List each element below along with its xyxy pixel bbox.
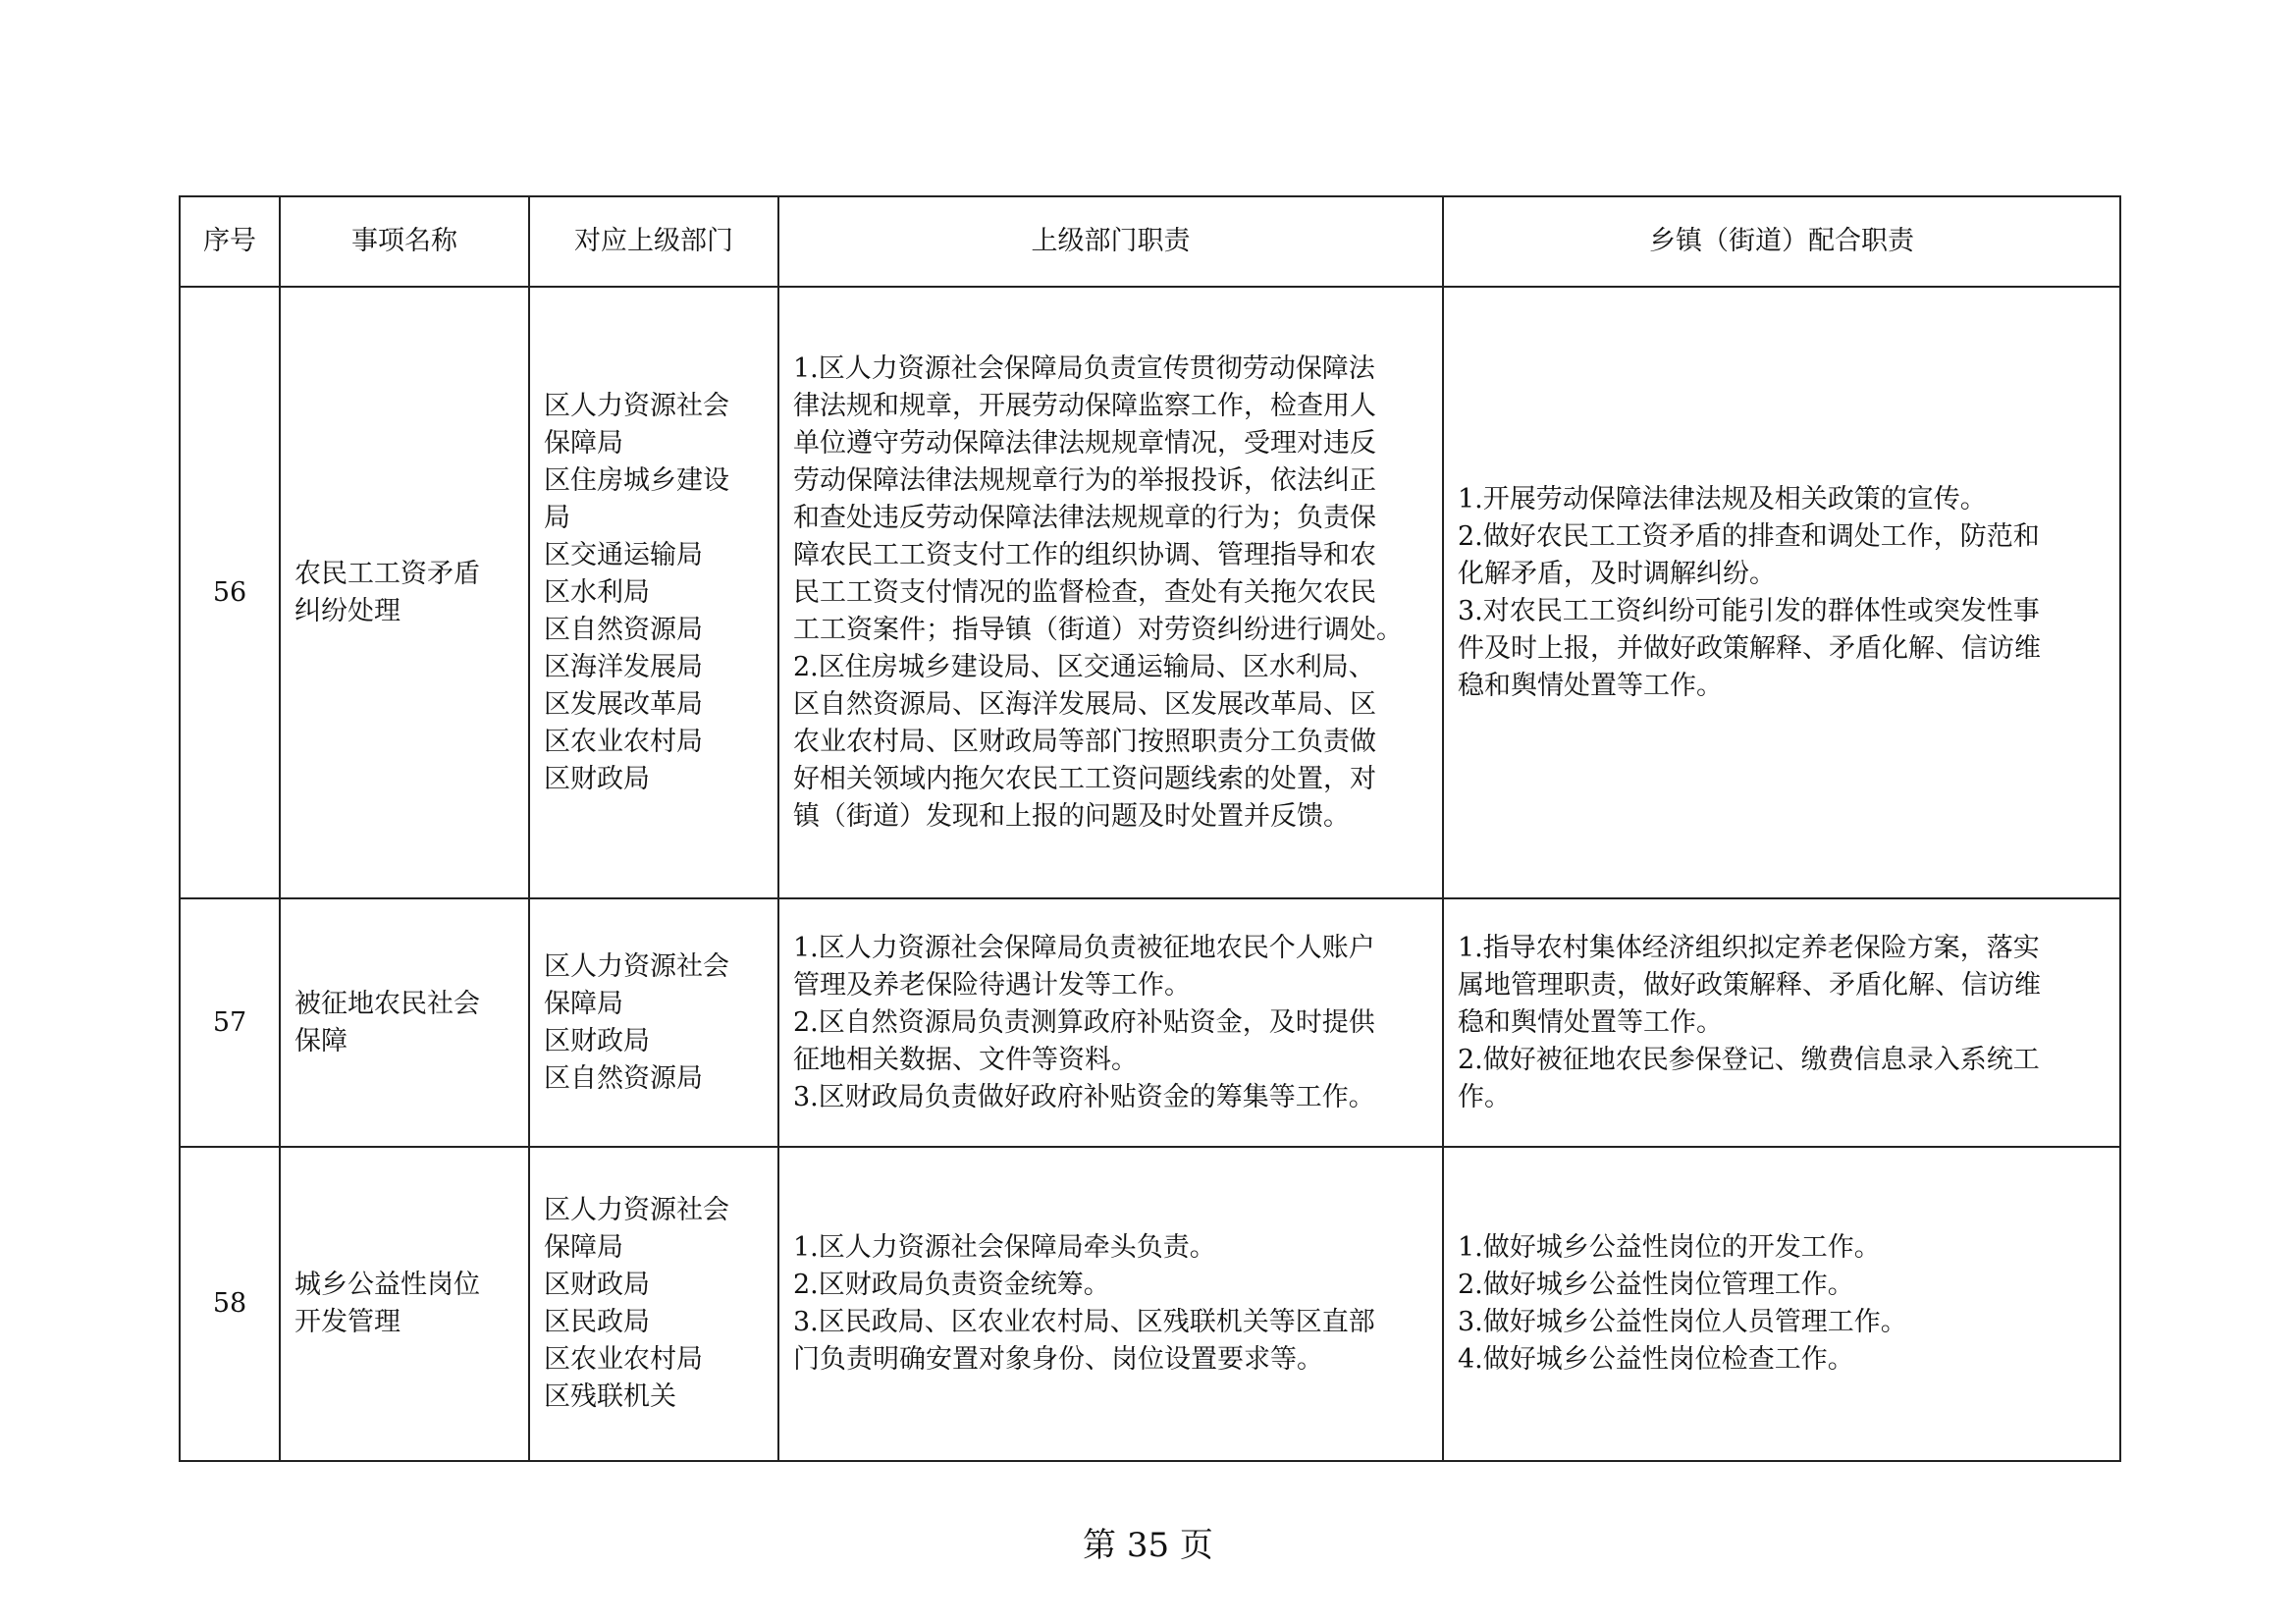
text-line: 农业农村局、区财政局等部门按照职责分工负责做 [793,726,1376,757]
header-town-duty: 乡镇（街道）配合职责 [1443,196,2120,287]
text-line: 保障局 [544,1232,623,1263]
row-superior-duty [778,1147,1443,1461]
text-line: 区人力资源社会 [544,1195,729,1225]
text-line: 2.区自然资源局负责测算政府补贴资金，及时提供 [793,1006,1375,1038]
text-line: 区水利局 [544,576,650,608]
text-line: 区人力资源社会 [544,390,729,421]
text-line: 镇（街道）发现和上报的问题及时处置并反馈。 [793,800,1350,832]
text-line: 3.对农民工工资纠纷可能引发的群体性或突发性事 [1458,595,2040,626]
row-serial-number: 57 [180,898,280,1147]
text-line: 征地相关数据、文件等资料。 [793,1044,1138,1075]
text-line: 属地管理职责，做好政策解释、矛盾化解、信访维 [1458,969,2041,1001]
text-line: 好相关领域内拖欠农民工工资问题线索的处置，对 [793,763,1376,794]
text-line: 管理及养老保险待遇计发等工作。 [793,969,1191,1001]
text-line: 区发展改革局 [544,688,703,720]
text-line: 区人力资源社会 [544,950,729,982]
text-line: 区海洋发展局 [544,651,703,682]
text-line: 民工工资支付情况的监督检查，查处有关拖欠农民 [793,576,1376,608]
text-line: 单位遵守劳动保障法律法规规章情况，受理对违反 [793,427,1376,459]
row-superior-dept [529,1147,778,1461]
text-line: 开发管理 [294,1307,400,1337]
text-line: 区农业农村局 [544,726,703,757]
row-superior-duty [778,898,1443,1147]
table-header [180,196,2120,287]
text-line: 件及时上报，并做好政策解释、矛盾化解、信访维 [1458,632,2041,664]
text-line: 2.区财政局负责资金统筹。 [793,1270,1110,1300]
text-line: 3.区财政局负责做好政府补贴资金的筹集等工作。 [793,1081,1375,1112]
text-line: 1.区人力资源社会保障局负责宣传贯彻劳动保障法 [793,352,1375,384]
header-item-name: 事项名称 [280,196,529,287]
text-line: 区住房城乡建设 [544,464,729,496]
text-line: 区自然资源局 [544,614,703,645]
header-row [180,196,2120,287]
text-line: 区自然资源局、区海洋发展局、区发展改革局、区 [793,688,1376,720]
text-line: 化解矛盾，及时调解纠纷。 [1458,558,1776,589]
row-item-name [280,1147,529,1461]
text-line: 2.做好被征地农民参保登记、缴费信息录入系统工 [1458,1044,2040,1075]
page-number: 第 35 页 [1083,1526,1213,1565]
row-item-name [280,287,529,898]
text-line: 区农业农村局 [544,1344,703,1375]
text-line: 保障局 [544,988,623,1019]
text-line: 1.做好城乡公益性岗位的开发工作。 [1458,1232,1881,1263]
text-line: 区自然资源局 [544,1062,703,1094]
row-serial-number: 56 [180,287,280,898]
duty-table [179,195,2121,1462]
row-town-duty [1443,287,2120,898]
text-line: 门负责明确安置对象身份、岗位设置要求等。 [793,1344,1323,1375]
text-line: 被征地农民社会 [294,988,480,1019]
text-line: 3.做好城乡公益性岗位人员管理工作。 [1458,1307,1907,1337]
text-line: 区民政局 [544,1307,650,1337]
text-line: 律法规和规章，开展劳动保障监察工作，检查用人 [793,390,1376,421]
text-line: 局 [544,502,570,533]
table-row [180,898,2120,1147]
row-superior-duty [778,287,1443,898]
text-line: 工工资案件；指导镇（街道）对劳资纠纷进行调处。 [793,614,1403,645]
text-line: 区财政局 [544,1025,650,1056]
header-superior-dept: 对应上级部门 [529,196,778,287]
text-line: 纠纷处理 [294,595,400,626]
text-line: 2.做好城乡公益性岗位管理工作。 [1458,1270,1854,1300]
table-row [180,1147,2120,1461]
text-line: 保障局 [544,427,623,459]
text-line: 农民工工资矛盾 [294,558,480,589]
text-line: 城乡公益性岗位 [294,1270,480,1300]
text-line: 1.区人力资源社会保障局负责被征地农民个人账户 [793,932,1375,963]
text-line: 区交通运输局 [544,539,703,570]
text-line: 1.指导农村集体经济组织拟定养老保险方案，落实 [1458,932,2040,963]
text-line: 2.区住房城乡建设局、区交通运输局、区水利局、 [793,651,1375,682]
text-line: 障农民工工资支付工作的组织协调、管理指导和农 [793,539,1376,570]
text-line: 区财政局 [544,1270,650,1300]
row-town-duty [1443,1147,2120,1461]
row-superior-dept [529,898,778,1147]
row-serial-number: 58 [180,1147,280,1461]
text-line: 1.开展劳动保障法律法规及相关政策的宣传。 [1458,483,1987,514]
text-line: 稳和舆情处置等工作。 [1458,670,1723,701]
text-line: 和查处违反劳动保障法律法规规章的行为；负责保 [793,502,1376,533]
table-body [180,287,2120,1461]
text-line: 稳和舆情处置等工作。 [1458,1006,1723,1038]
text-line: 1.区人力资源社会保障局牵头负责。 [793,1232,1216,1263]
text-line: 区残联机关 [544,1381,676,1412]
text-line: 4.做好城乡公益性岗位检查工作。 [1458,1344,1854,1375]
text-line: 3.区民政局、区农业农村局、区残联机关等区直部 [793,1307,1375,1337]
header-serial-number: 序号 [180,196,280,287]
text-line: 区财政局 [544,763,650,794]
row-town-duty [1443,898,2120,1147]
row-item-name [280,898,529,1147]
text-line: 劳动保障法律法规规章行为的举报投诉，依法纠正 [793,464,1376,496]
text-line: 2.做好农民工工资矛盾的排查和调处工作，防范和 [1458,520,2040,552]
header-superior-duty: 上级部门职责 [778,196,1443,287]
table-row [180,287,2120,898]
text-line: 保障 [294,1025,347,1056]
row-superior-dept [529,287,778,898]
text-line: 作。 [1458,1081,1511,1112]
